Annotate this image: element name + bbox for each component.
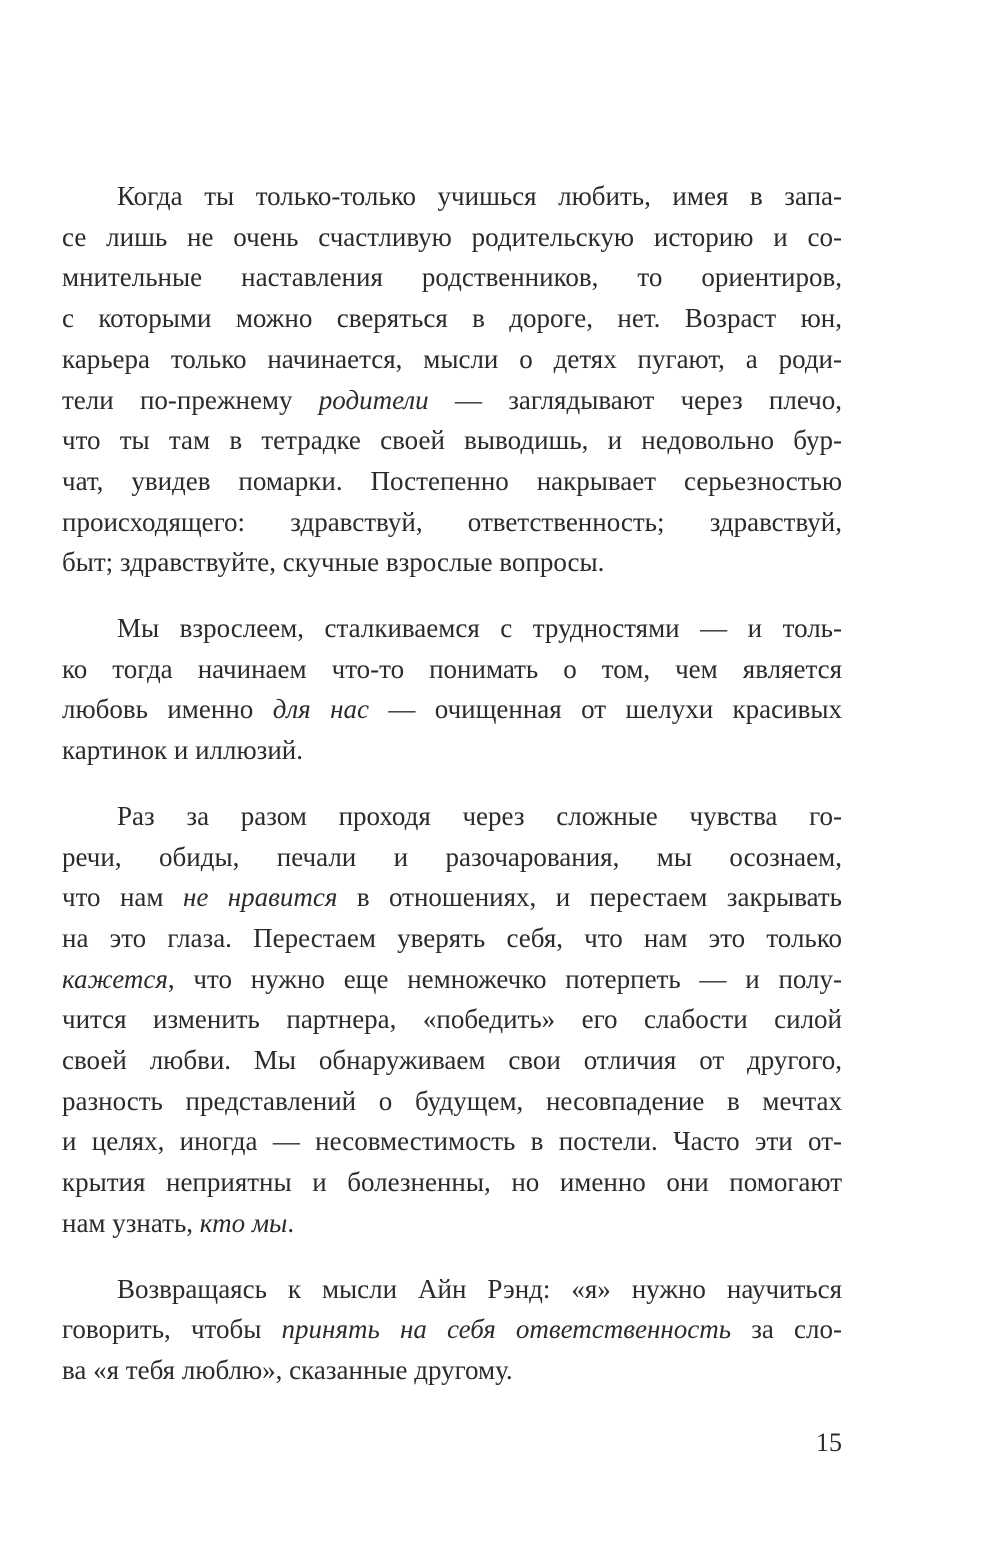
text-segment: . [287,1207,295,1238]
text-segment: се лишь не очень счастливую родительскую историю и со- [62,221,842,252]
text-line [62,999,842,1040]
text-segment: тели по-прежнему [62,384,319,415]
text-line [62,837,842,878]
paragraph [62,1269,842,1391]
text-segment: чат, увидев помарки. Постепенно накрывает серьезностью [62,465,842,496]
text-segment: происходящего: здравствуй, ответственность; здравствуй, [62,506,842,537]
text-segment: говорить, чтобы [62,1314,282,1345]
text-segment: и целях, иногда — несовместимость в постели. Часто эти от- [62,1126,842,1157]
text-segment: Мы взрослеем, сталкиваемся с трудностями — и толь- [117,613,842,644]
text-segment: карьера только начинается, мысли о детях пугают, а роди- [62,343,842,374]
text-segment: что нам [62,882,183,913]
text-segment: крытия неприятны и болезненны, но именно они помогают [62,1167,842,1198]
text-line [62,959,842,1000]
text-line [62,1040,842,1081]
text-segment: любовь именно [62,694,273,725]
text-line [62,1350,842,1391]
text-segment: в отношениях, и перестаем закрывать [337,882,842,913]
text-segment: ва «я тебя люблю», сказанные другому. [62,1354,513,1385]
paragraph [62,608,842,771]
text-segment: разность представлений о будущем, несовпадение в мечтах [62,1085,842,1116]
text-line [62,1203,842,1244]
italic-text: родители [318,384,429,415]
text-line [62,542,842,583]
text-segment: Возвращаясь к мысли Айн Рэнд: «я» нужно научиться [117,1273,842,1304]
text-line [62,420,842,461]
text-segment: Раз за разом проходя через сложные чувства го- [117,800,842,831]
text-line [62,298,842,339]
paragraph [62,796,842,1244]
text-line [62,1309,842,1350]
text-segment: Когда ты только-только учишься любить, имея в запа- [117,181,842,211]
text-segment: картинок и иллюзий. [62,735,303,766]
text-line [62,502,842,543]
text-line [62,380,842,421]
text-line [62,918,842,959]
text-segment: мнительные наставления родственников, то ориентиров, [62,262,842,293]
text-segment: на это глаза. Перестаем уверять себя, что нам это только [62,922,842,953]
text-line [62,1081,842,1122]
text-line [62,689,842,730]
italic-text: для нас [272,694,369,725]
text-line [62,796,842,837]
italic-text: кто мы [199,1207,288,1238]
page-body [62,176,842,1391]
text-segment: речи, обиды, печали и разочарования, мы осознаем, [62,841,842,872]
text-line [62,217,842,258]
text-line [62,608,842,649]
text-segment: за сло- [731,1314,842,1345]
text-line [62,461,842,502]
page-number: 15 [816,1428,842,1457]
text-line [62,1121,842,1162]
text-line [62,1269,842,1310]
text-line [62,1162,842,1203]
text-segment: — заглядывают через плечо, [428,384,842,415]
italic-text: кажется [62,963,168,994]
text-line [62,649,842,690]
text-segment: нам узнать, [62,1207,200,1238]
text-segment: ко тогда начинаем что-то понимать о том, чем является [62,653,842,684]
text-segment: что ты там в тетрадке своей выводишь, и недовольно бур- [62,425,842,456]
text-segment: с которыми можно сверяться в дороге, нет. Возраст юн, [62,303,842,334]
text-segment: быт; здравствуйте, скучные взрослые вопросы. [62,547,605,578]
text-line [62,339,842,380]
text-segment: — очищенная от шелухи красивых [368,694,842,725]
text-segment: , что нужно еще немножечко потерпеть — и полу- [167,963,842,994]
italic-text: не нравится [182,882,338,913]
text-segment: своей любви. Мы обнаруживаем свои отличия от другого, [62,1045,842,1076]
text-line [62,877,842,918]
text-line [62,730,842,771]
paragraph [62,176,842,583]
text-column [62,176,842,1391]
text-line [62,257,842,298]
italic-text: принять на себя ответственность [281,1314,732,1345]
text-line [62,176,842,217]
text-segment: чится изменить партнера, «победить» его слабости силой [62,1004,842,1035]
